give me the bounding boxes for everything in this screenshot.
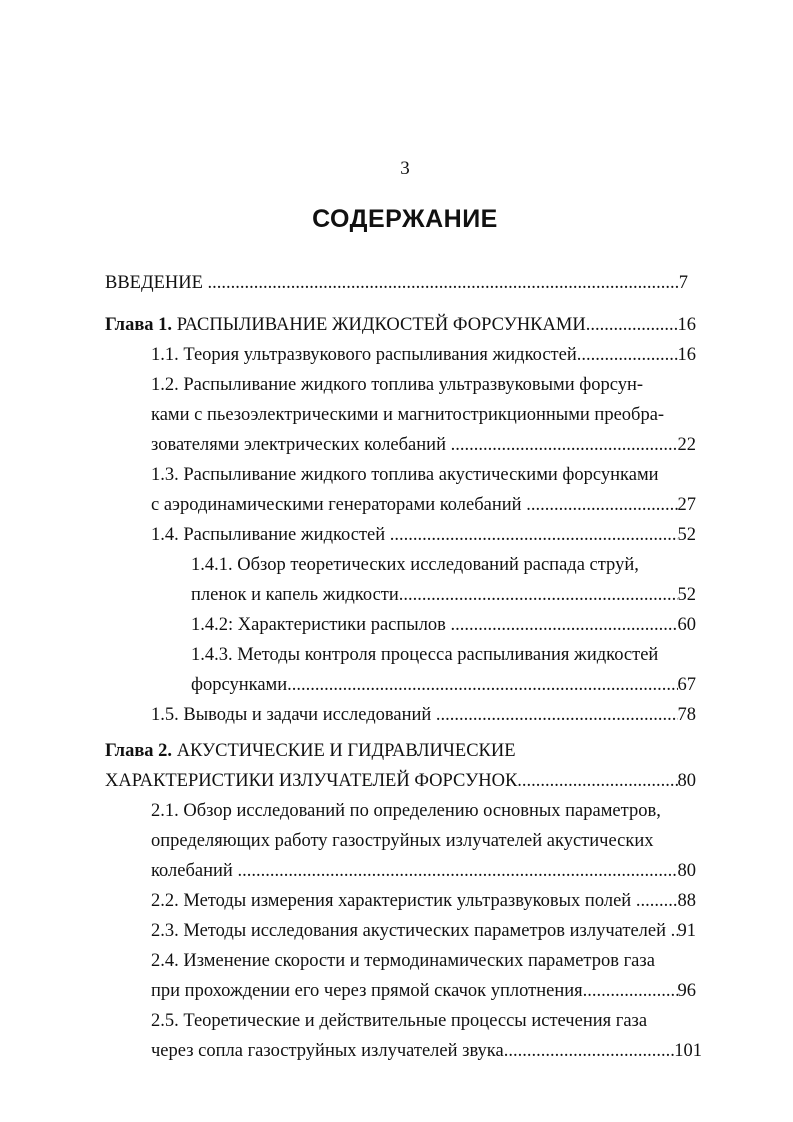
toc-entry-text: ками с пьезоэлектрическими и магнитострикционными преобра-	[151, 405, 665, 425]
toc-entry-text: 1.4.1. Обзор теоретических исследований распада струй,	[191, 555, 639, 575]
toc-entry-2-1-line-3	[151, 856, 696, 886]
toc-entry-2-5-line-2	[151, 1036, 702, 1066]
toc-page-number: 88	[677, 891, 696, 911]
page-number: 3	[400, 158, 410, 179]
toc-entry-1-5	[151, 700, 696, 730]
toc-entry-text: 1.4.2: Характеристики распылов	[191, 615, 451, 635]
toc-entry-1-2-line-3	[151, 430, 696, 460]
toc-page-number: 27	[677, 495, 696, 515]
toc-entry-text: пленок и капель жидкости	[191, 585, 399, 605]
toc-entry-text: через сопла газоструйных излучателей звука	[151, 1041, 504, 1061]
toc-entry-text: АКУСТИЧЕСКИЕ И ГИДРАВЛИЧЕСКИЕ	[176, 741, 516, 761]
leader-dots	[636, 886, 678, 916]
toc-entry-text: 2.1. Обзор исследований по определению основных параметров,	[151, 801, 661, 821]
toc-entry-text: 1.1. Теория ультразвукового распыливания жидкостей	[151, 345, 577, 365]
toc-entry-chapter-2-line-2	[105, 766, 696, 796]
toc-entry-text: РАСПЫЛИВАНИЕ ЖИДКОСТЕЙ ФОРСУНКАМИ	[176, 315, 586, 335]
toc-page-number: 80	[677, 861, 696, 881]
toc-entry-1-2-line-1	[151, 370, 643, 400]
leader-dots	[583, 976, 678, 1006]
leader-dots	[517, 766, 677, 796]
toc-page-number: 16	[677, 345, 696, 365]
toc-entry-text: 2.4. Изменение скорости и термодинамических параметров газа	[151, 951, 655, 971]
leader-dots	[208, 268, 679, 298]
leader-dots	[451, 610, 678, 640]
leader-dots	[526, 490, 677, 520]
toc-page-number: 67	[677, 675, 696, 695]
toc-entry-introduction	[105, 268, 688, 298]
toc-page-number: 91	[677, 921, 696, 941]
toc-page-number: 96	[677, 981, 696, 1001]
toc-entry-1-1	[151, 340, 696, 370]
toc-page-number: 101	[674, 1041, 702, 1061]
toc-entry-1-3-line-2	[151, 490, 696, 520]
toc-entry-text: определяющих работу газоструйных излучателей акустических	[151, 831, 654, 851]
toc-entry-2-4-line-2	[151, 976, 696, 1006]
leader-dots	[451, 430, 678, 460]
toc-entry-text: при прохождении его через прямой скачок уплотнения	[151, 981, 583, 1001]
chapter-label: Глава 2.	[105, 741, 177, 761]
toc-page-number: 22	[677, 435, 696, 455]
leader-dots	[671, 916, 678, 946]
toc-entry-1-4-3-line-1	[191, 640, 658, 670]
chapter-label: Глава 1.	[105, 315, 177, 335]
toc-entry-1-4-2	[191, 610, 696, 640]
toc-entry-text: ХАРАКТЕРИСТИКИ ИЗЛУЧАТЕЛЕЙ ФОРСУНОК	[105, 771, 518, 791]
toc-page-number: 7	[678, 273, 688, 293]
toc-entry-text: 2.3. Методы исследования акустических параметров излучателей	[151, 921, 671, 941]
toc-entry-2-3	[151, 916, 696, 946]
leader-dots	[577, 340, 678, 370]
toc-page-number: 60	[677, 615, 696, 635]
toc-entry-1-2-line-2	[151, 400, 664, 430]
leader-dots	[237, 856, 677, 886]
toc-entry-1-3-line-1	[151, 460, 659, 490]
toc-entry-1-4-1-line-1	[191, 550, 639, 580]
toc-page-number: 78	[677, 705, 696, 725]
toc-entry-text: 2.2. Методы измерения характеристик ультразвуковых полей	[151, 891, 636, 911]
toc-entry-1-4-3-line-2	[191, 670, 696, 700]
toc-entry-text: с аэродинамическими генераторами колебаний	[151, 495, 527, 515]
toc-entry-1-4	[151, 520, 696, 550]
toc-page-number: 16	[677, 315, 696, 335]
leader-dots	[399, 580, 678, 610]
toc-page-number: 52	[677, 525, 696, 545]
leader-dots	[586, 310, 678, 340]
toc-entry-text: 1.4.3. Методы контроля процесса распыливания жидкостей	[191, 645, 659, 665]
leader-dots	[287, 670, 677, 700]
leader-dots	[504, 1036, 675, 1066]
toc-page-number: 80	[677, 771, 696, 791]
page-title: СОДЕРЖАНИЕ	[312, 205, 498, 233]
toc-page-number: 52	[677, 585, 696, 605]
toc-entry-text: колебаний	[151, 861, 238, 881]
toc-entry-2-5-line-1	[151, 1006, 647, 1036]
toc-entry-text: 1.2. Распыливание жидкого топлива ультразвуковыми форсун-	[151, 375, 644, 395]
leader-dots	[390, 520, 678, 550]
toc-entry-2-4-line-1	[151, 946, 655, 976]
leader-dots	[436, 700, 678, 730]
toc-entry-text: зователями электрических колебаний	[151, 435, 451, 455]
toc-entry-2-1-line-1	[151, 796, 661, 826]
toc-entry-chapter-1	[105, 310, 696, 340]
toc-entry-text: форсунками	[191, 675, 288, 695]
toc-entry-2-1-line-2	[151, 826, 653, 856]
toc-entry-1-4-1-line-2	[191, 580, 696, 610]
toc-entry-chapter-2-line-1	[105, 736, 516, 766]
toc-entry-text: 1.4. Распыливание жидкостей	[151, 525, 390, 545]
toc-entry-text: ВВЕДЕНИЕ	[105, 273, 208, 293]
toc-entry-2-2	[151, 886, 696, 916]
toc-entry-text: 2.5. Теоретические и действительные процессы истечения газа	[151, 1011, 648, 1031]
toc-entry-text: 1.5. Выводы и задачи исследований	[151, 705, 436, 725]
toc-entry-text: 1.3. Распыливание жидкого топлива акустическими форсунками	[151, 465, 659, 485]
